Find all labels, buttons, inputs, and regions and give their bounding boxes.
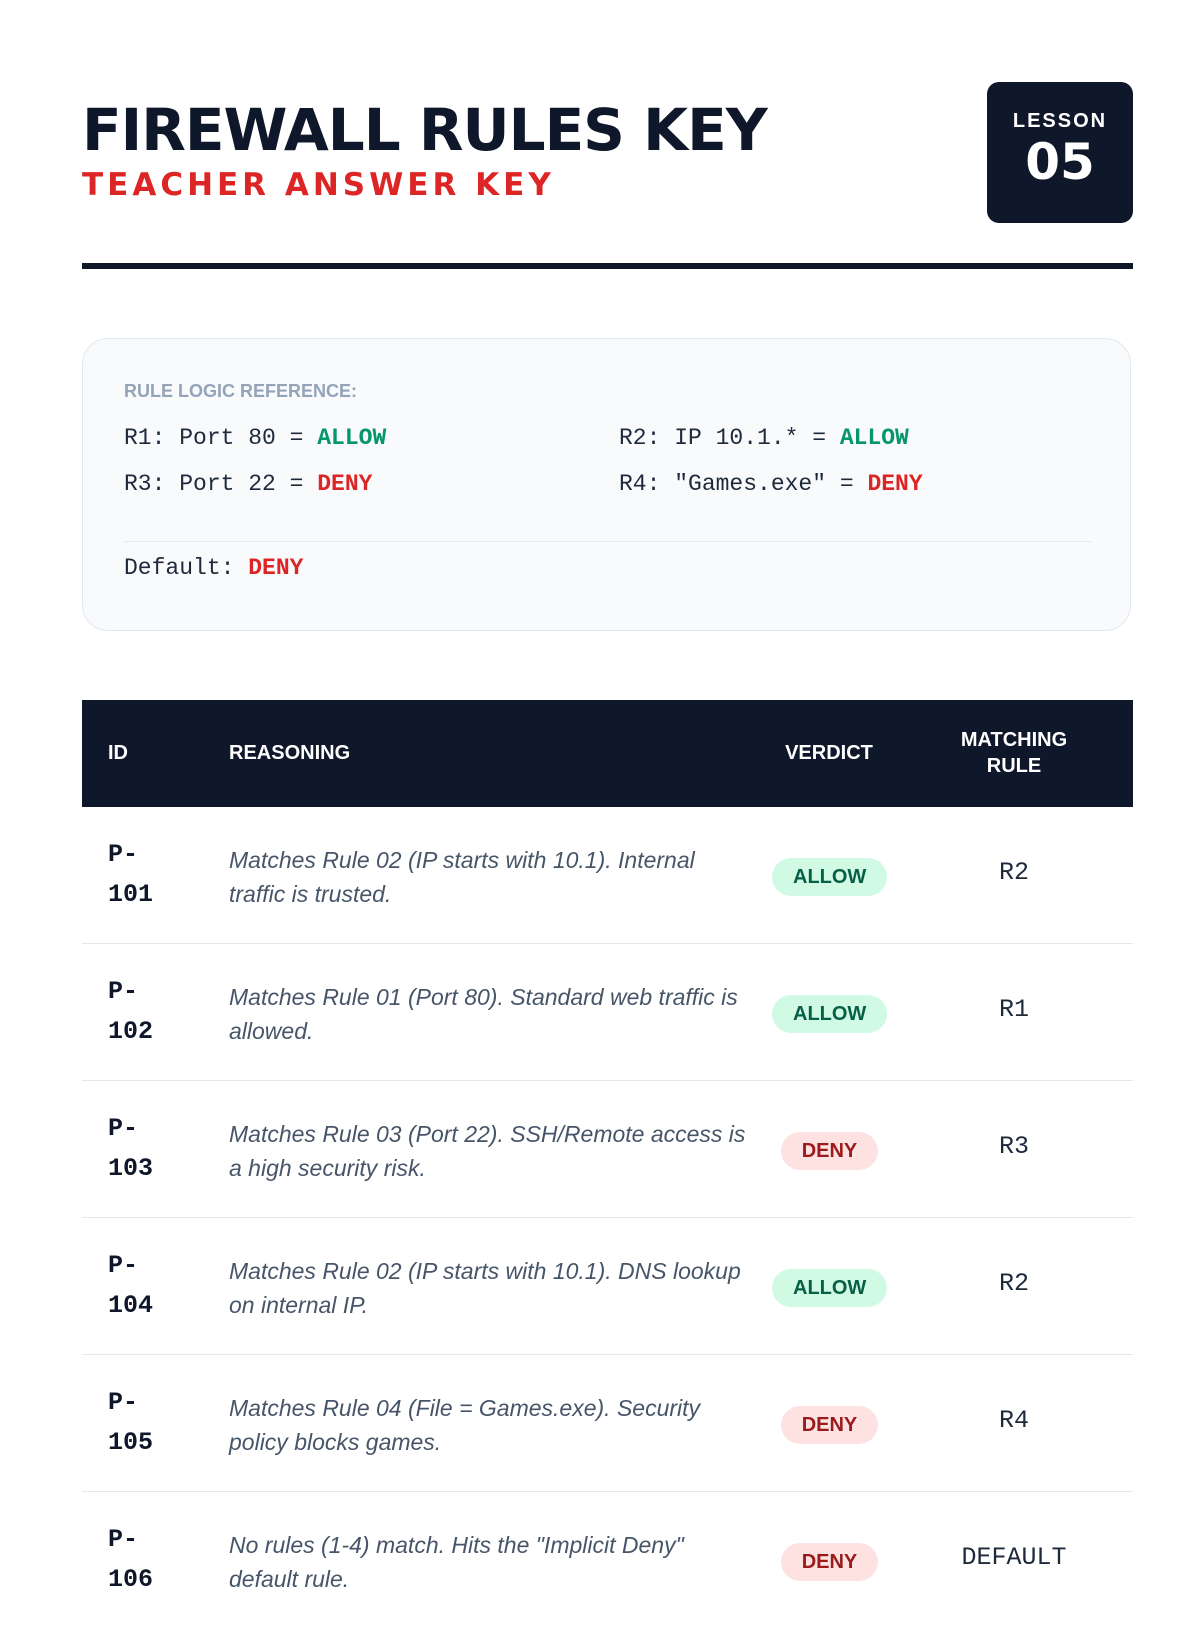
matching-rule: DEFAULT xyxy=(961,1543,1067,1572)
table-body xyxy=(82,807,1133,1628)
packet-id-number: 101 xyxy=(108,880,154,909)
packet-id-prefix: P- xyxy=(108,977,139,1006)
column-header-verdict: VERDICT xyxy=(785,742,873,764)
rule-verdict: ALLOW xyxy=(317,425,387,451)
answer-table xyxy=(82,700,1133,1628)
page-subtitle: TEACHER ANSWER KEY xyxy=(82,167,555,203)
packet-id xyxy=(108,835,178,915)
packet-id-number: 106 xyxy=(108,1565,154,1594)
verdict-badge: DENY xyxy=(781,1406,879,1444)
reasoning-text: Matches Rule 04 (File = Games.exe). Security policy blocks games. xyxy=(229,1395,701,1455)
packet-id-prefix: P- xyxy=(108,840,139,869)
matching-rule: R3 xyxy=(998,1132,1029,1161)
reasoning-text: Matches Rule 02 (IP starts with 10.1). Internal traffic is trusted. xyxy=(229,847,695,907)
verdict-badge: ALLOW xyxy=(772,858,887,896)
table-row xyxy=(82,1218,1133,1355)
column-header-reasoning: REASONING xyxy=(229,742,351,764)
column-header-id: ID xyxy=(108,742,128,764)
table-row xyxy=(82,807,1133,944)
header-divider xyxy=(82,263,1133,269)
reference-divider xyxy=(124,541,1091,542)
packet-id-prefix: P- xyxy=(108,1388,139,1417)
verdict-cell xyxy=(772,1543,887,1581)
packet-id-number: 104 xyxy=(108,1291,154,1320)
rule-default xyxy=(124,555,303,581)
answer-key-page xyxy=(82,0,1133,1594)
lesson-badge xyxy=(987,82,1133,223)
matching-rule: R2 xyxy=(998,858,1029,887)
page-header xyxy=(82,0,1133,270)
rule-r1 xyxy=(124,425,386,451)
table-row xyxy=(82,1492,1133,1628)
verdict-cell xyxy=(772,1132,887,1170)
packet-id-number: 105 xyxy=(108,1428,154,1457)
packet-id-prefix: P- xyxy=(108,1251,139,1280)
verdict-badge: DENY xyxy=(781,1543,879,1581)
packet-id-prefix: P- xyxy=(108,1114,139,1143)
reasoning-text: Matches Rule 02 (IP starts with 10.1). DNS lookup on internal IP. xyxy=(229,1258,741,1318)
verdict-badge: ALLOW xyxy=(772,1269,887,1307)
table-header xyxy=(82,700,1133,807)
rule-r4 xyxy=(619,471,923,497)
reasoning-text: No rules (1-4) match. Hits the "Implicit Deny" default rule. xyxy=(229,1532,684,1592)
packet-id xyxy=(108,1383,178,1463)
rule-r2 xyxy=(619,425,909,451)
rule-r3 xyxy=(124,471,372,497)
packet-id xyxy=(108,972,178,1052)
verdict-badge: ALLOW xyxy=(772,995,887,1033)
verdict-cell xyxy=(772,1269,887,1307)
column-header-matching-rule: MATCHING RULE xyxy=(960,729,1068,777)
rule-text: R2: IP 10.1.* = xyxy=(619,425,840,451)
packet-id xyxy=(108,1520,178,1600)
table-row xyxy=(82,944,1133,1081)
lesson-number: 05 xyxy=(1025,133,1095,191)
matching-rule: R1 xyxy=(998,995,1029,1024)
verdict-cell xyxy=(772,858,887,896)
rule-text: R4: "Games.exe" = xyxy=(619,471,868,497)
packet-id-number: 102 xyxy=(108,1017,154,1046)
rule-verdict: DENY xyxy=(248,555,304,581)
rule-text: R3: Port 22 = xyxy=(124,471,318,497)
rule-reference-box xyxy=(82,338,1131,631)
matching-rule: R2 xyxy=(998,1269,1029,1298)
table-row xyxy=(82,1355,1133,1492)
packet-id-number: 103 xyxy=(108,1154,154,1183)
verdict-cell xyxy=(772,995,887,1033)
page-title: FIREWALL RULES KEY xyxy=(82,96,767,164)
rule-verdict: ALLOW xyxy=(839,425,909,451)
lesson-label: LESSON xyxy=(1012,110,1108,132)
rule-verdict: DENY xyxy=(867,471,923,497)
verdict-badge: DENY xyxy=(781,1132,879,1170)
verdict-cell xyxy=(772,1406,887,1444)
packet-id xyxy=(108,1109,178,1189)
rule-text: R1: Port 80 = xyxy=(124,425,318,451)
packet-id-prefix: P- xyxy=(108,1525,139,1554)
reasoning-text: Matches Rule 03 (Port 22). SSH/Remote access is a high security risk. xyxy=(229,1121,746,1181)
reasoning-text: Matches Rule 01 (Port 80). Standard web traffic is allowed. xyxy=(229,984,738,1044)
packet-id xyxy=(108,1246,178,1326)
reference-heading: RULE LOGIC REFERENCE: xyxy=(124,381,358,401)
table-row xyxy=(82,1081,1133,1218)
matching-rule: R4 xyxy=(998,1406,1029,1435)
rule-verdict: DENY xyxy=(317,471,373,497)
rule-text: Default: xyxy=(124,555,249,581)
